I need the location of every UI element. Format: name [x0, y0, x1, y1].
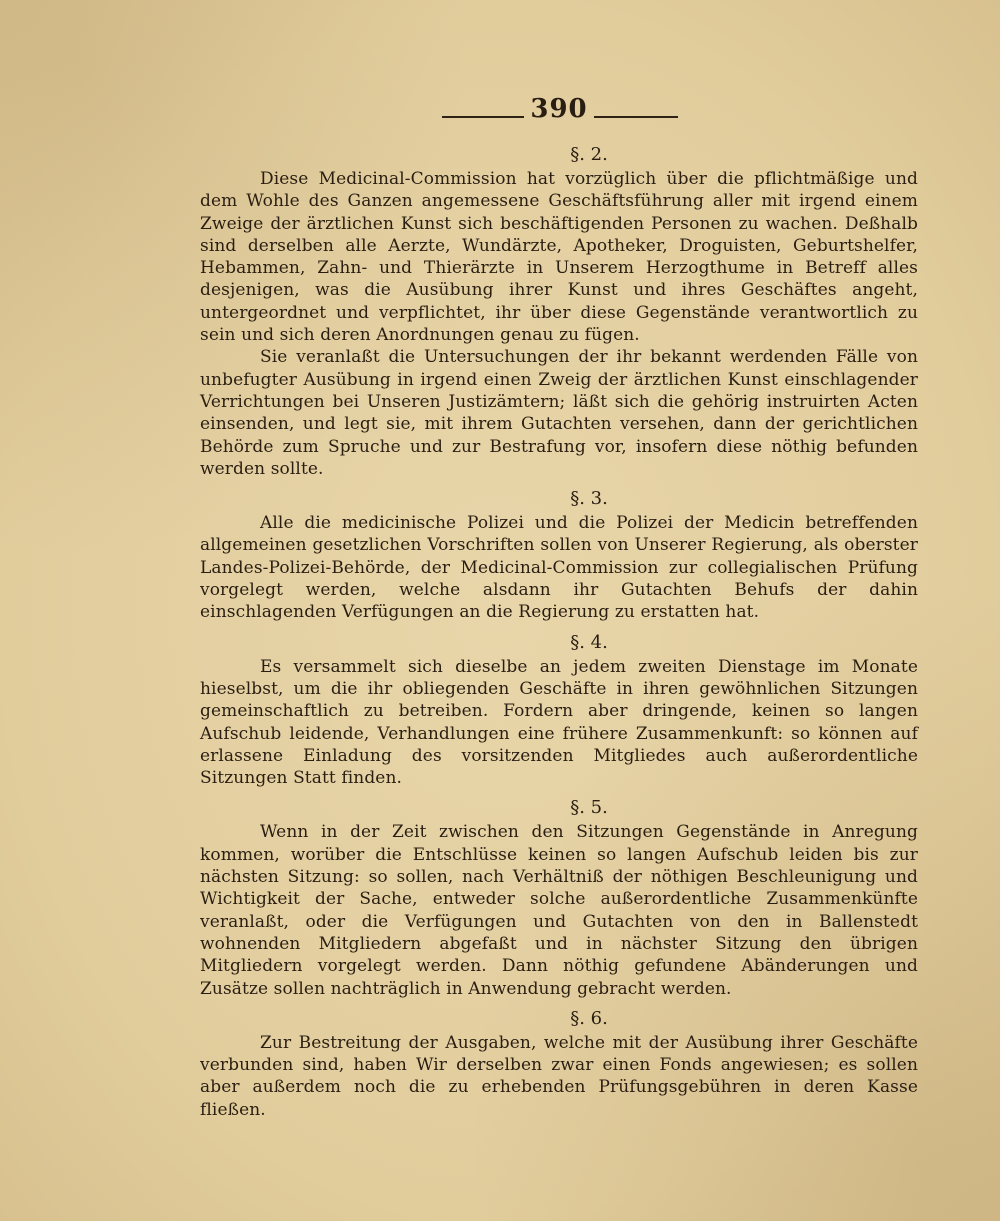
paragraph: Sie veranlaßt die Untersuchungen der ihr bekannt werdenden Fälle von unbefugter Ausübung in irgend einen Zweig der ärztlichen Kunst einschlagender Verrichtungen bei Unseren Justizämtern; läßt sich die gehörig instruirten Acten einsenden, und legt sie, mit ihrem Gutachten versehen, dann der gerichtlichen Behörde zum Spruche und zur Bestrafung vor, insofern diese nöthig befunden werden sollte.	[200, 347, 918, 479]
paragraph: Zur Bestreitung der Ausgaben, welche mit der Ausübung ihrer Geschäfte verbunden sind, haben Wir derselben zwar einen Fonds angewiesen; es sollen aber außerdem noch die zu erhebenden Prüfungsgebühren in deren Kasse fließen.	[200, 1032, 918, 1120]
document-body	[200, 144, 918, 1121]
header-rule-left	[442, 116, 524, 118]
section-heading: §. 5.	[570, 797, 608, 819]
page-header	[0, 92, 1000, 132]
section-3	[200, 488, 918, 623]
section-heading: §. 4.	[570, 631, 608, 653]
section-6	[200, 1008, 918, 1121]
paragraph: Diese Medicinal-Commission hat vorzüglich über die pflichtmäßige und dem Wohle des Ganzen angemessene Geschäftsführung aller mit irgend einem Zweige der ärztlichen Kunst sich beschäftigenden Personen zu wachen. Deßhalb sind derselben alle Aerzte, Wundärzte, Apotheker, Droguisten, Geburtshelfer, Hebammen, Zahn- und Thierärzte in Unserem Herzogthume in Betreff alles desjenigen, was die Ausübung ihrer Kunst und ihres Geschäftes angeht, untergeordnet und verpflichtet, ihr über diese Gegenstände verantwortlich zu sein und sich deren Anordnungen genau zu fügen.	[200, 169, 918, 346]
paragraph: Es versammelt sich dieselbe an jedem zweiten Dienstage im Monate hieselbst, um die ihr obliegenden Geschäfte in ihren gewöhnlichen Sitzungen gemeinschaftlich zu betreiben. Fordern aber dringende, keinen so langen Aufschub leidende, Verhandlungen eine frühere Zusammenkunft: so können auf erlassene Einladung des vorsitzenden Mitgliedes auch außerordentliche Sitzungen Statt finden.	[200, 656, 918, 789]
header-rule-right	[594, 116, 678, 118]
section-heading: §. 6.	[570, 1007, 608, 1029]
section-2	[200, 144, 918, 480]
section-5	[200, 797, 918, 999]
paragraph: Alle die medicinische Polizei und die Polizei der Medicin betreffenden allgemeinen gesetzlichen Vorschriften sollen von Unserer Regierung, als oberster Landes-Polizei-Behörde, der Medicinal-Commission zur collegialischen Prüfung vorgelegt werden, welche alsdann ihr Gutachten Behufs der dahin einschlagenden Verfügungen an die Regierung zu erstatten hat.	[200, 513, 918, 623]
page-number: 390	[530, 94, 588, 124]
section-heading: §. 3.	[570, 488, 608, 510]
section-4	[200, 632, 918, 790]
paragraph: Wenn in der Zeit zwischen den Sitzungen Gegenstände in Anregung kommen, worüber die Entschlüsse keinen so langen Aufschub leiden bis zur nächsten Sitzung: so sollen, nach Verhältniß der nöthigen Beschleunigung und Wichtigkeit der Sache, entweder solche außerordentliche Zusammenkünfte veranlaßt, oder die Verfügungen und Gutachten von den in Ballenstedt wohnenden Mitgliedern abgefaßt und in nächster Sitzung den übrigen Mitgliedern vorgelegt werden. Dann nöthig gefundene Abänderungen und Zusätze sollen nachträglich in Anwendung gebracht werden.	[200, 822, 918, 999]
section-heading: §. 2.	[570, 144, 608, 165]
